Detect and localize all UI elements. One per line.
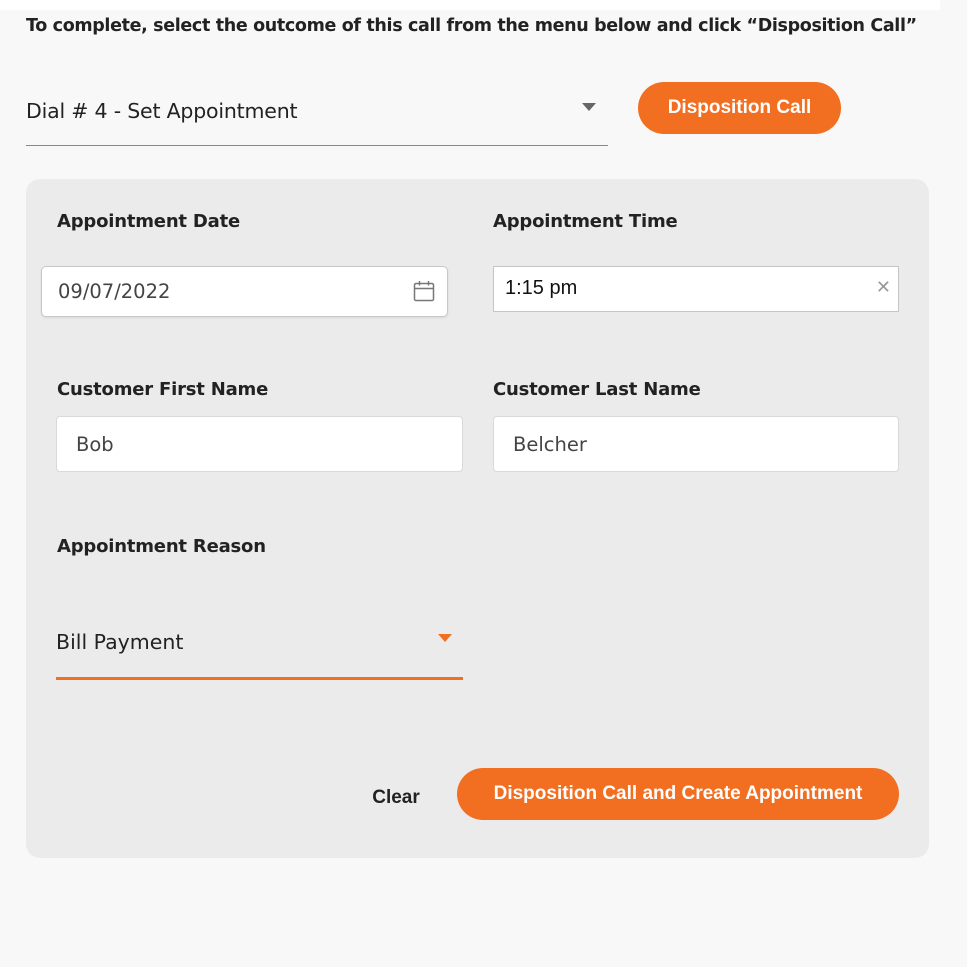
appointment-form-panel — [26, 179, 929, 858]
last-name-input[interactable] — [493, 416, 899, 472]
first-name-value: Bob — [76, 433, 114, 456]
appointment-date-input[interactable] — [41, 266, 448, 317]
appointment-time-value: 1:15 pm — [505, 277, 578, 299]
last-name-label: Customer Last Name — [493, 379, 701, 400]
call-outcome-select[interactable] — [26, 88, 608, 146]
first-name-input[interactable] — [56, 416, 463, 472]
disposition-and-create-appointment-button[interactable]: Disposition Call and Create Appointment — [457, 768, 899, 820]
disposition-call-button[interactable]: Disposition Call — [638, 82, 841, 134]
calendar-icon[interactable] — [412, 279, 436, 303]
appointment-reason-label: Appointment Reason — [57, 536, 266, 557]
close-icon[interactable]: ✕ — [875, 277, 891, 298]
appointment-date-value: 09/07/2022 — [58, 280, 171, 303]
appointment-date-label: Appointment Date — [57, 211, 241, 232]
first-name-label: Customer First Name — [57, 379, 269, 400]
instruction-text: To complete, select the outcome of this call from the menu below and click “Disposition Call” — [26, 16, 917, 36]
top-strip — [0, 0, 940, 10]
last-name-value: Belcher — [513, 433, 587, 456]
call-outcome-value: Dial # 4 - Set Appointment — [26, 99, 298, 123]
clear-button[interactable]: Clear — [357, 783, 435, 813]
appointment-reason-select[interactable] — [56, 608, 463, 680]
appointment-time-input[interactable] — [493, 266, 899, 312]
appointment-time-label: Appointment Time — [493, 211, 678, 232]
chevron-down-icon — [582, 103, 596, 111]
chevron-down-icon — [438, 634, 452, 642]
appointment-reason-value: Bill Payment — [56, 630, 184, 654]
